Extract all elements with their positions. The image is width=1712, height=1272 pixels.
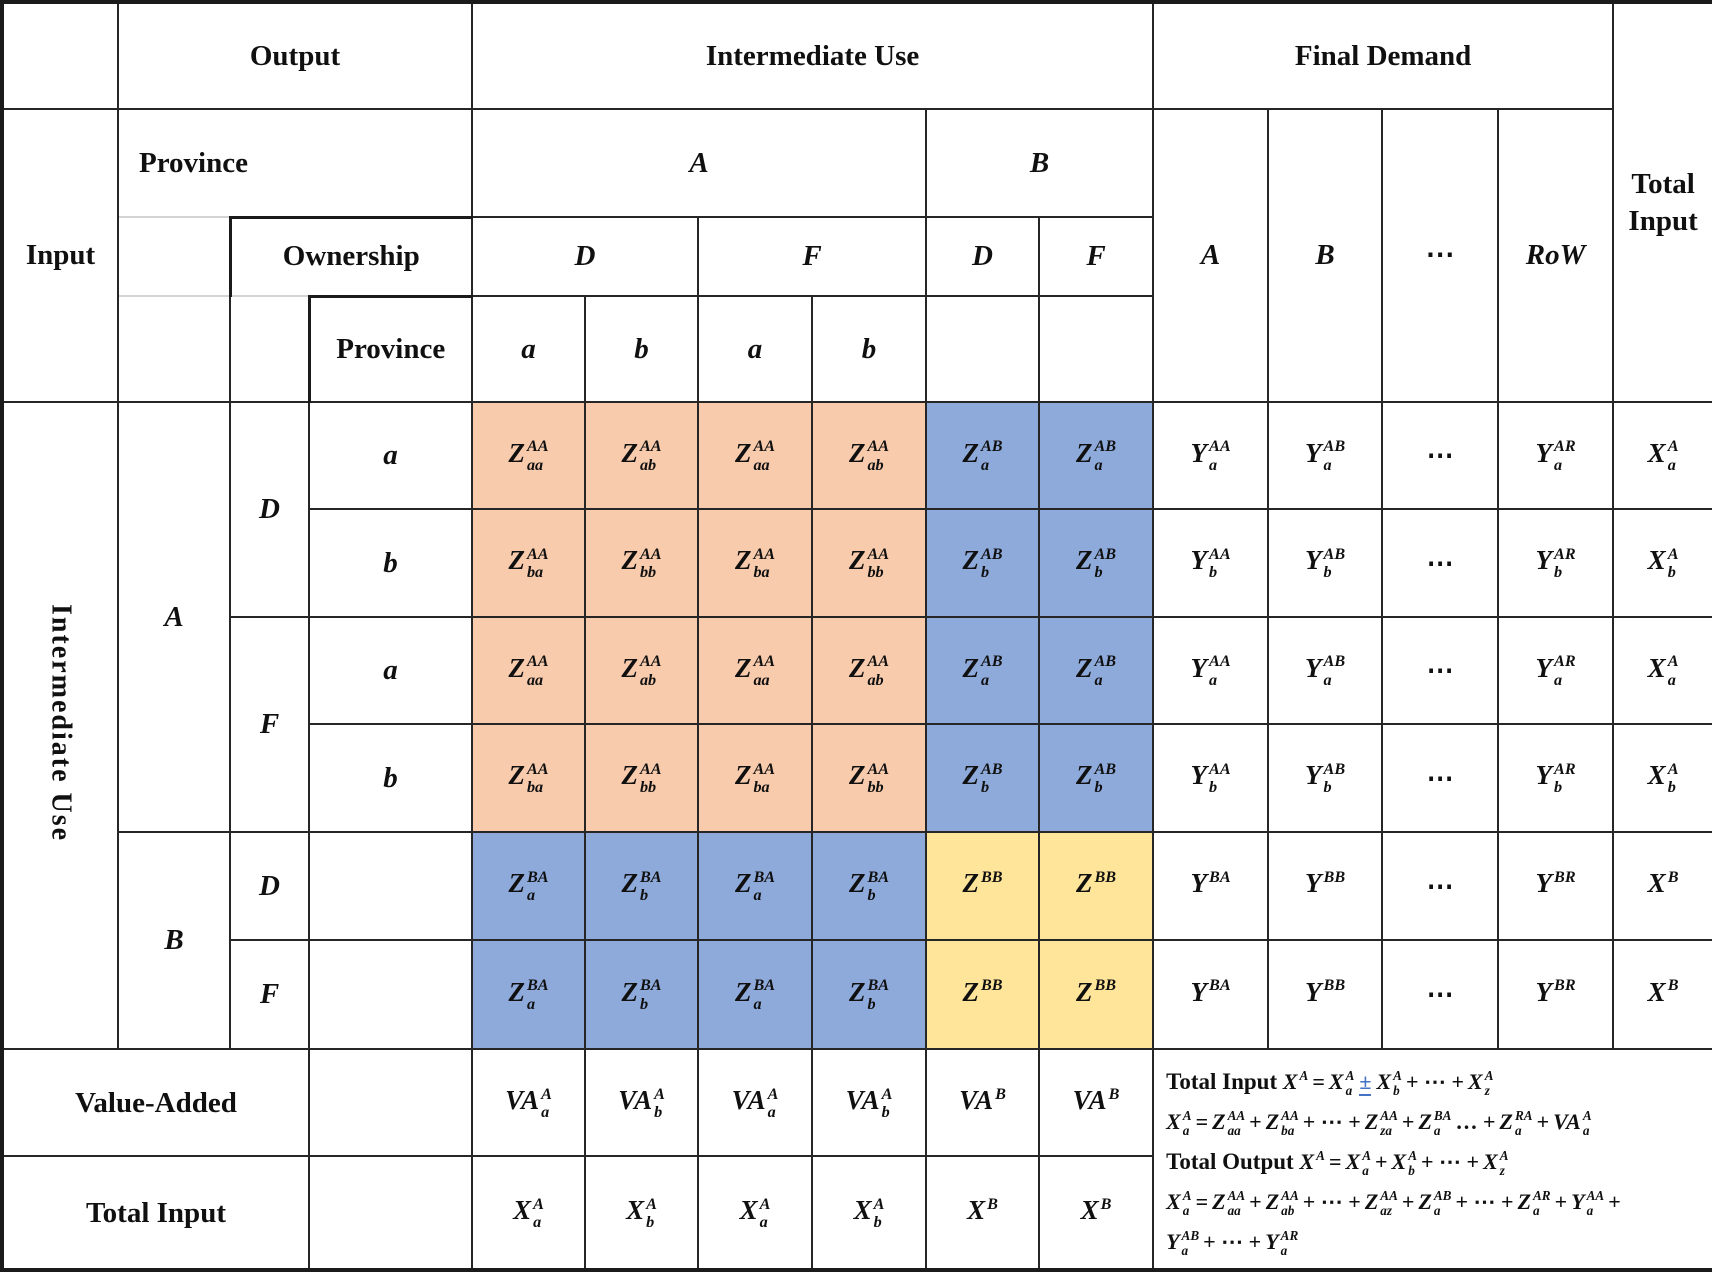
x-cell: X A b [1613,724,1712,832]
col-d-under-b: D [926,217,1039,296]
intermediate-use-vertical-text: Intermediate Use [45,603,77,843]
y-cell: Y AR a [1498,617,1613,724]
corner-cell [2,2,118,109]
stair-gap-cell [118,296,230,402]
va-cell: VA A b [585,1049,698,1156]
col-b-2: b [812,296,926,402]
y-cell: Y AA a [1153,402,1268,509]
col-region-a: A [472,109,926,217]
formula-line-total-input: Total Input X A = X A a ± X A b + ⋯ + X A z [1166,1068,1494,1098]
x-cell: X B [1613,832,1712,940]
col-b-1: b [585,296,698,402]
header-province-input: Province [309,296,472,402]
va-cell: VA A a [472,1049,585,1156]
x-cell: X B [926,1156,1039,1270]
z-cell: Z AA aa [472,402,585,509]
row-a-1: a [309,402,472,509]
formula-line-total-output: Total Output X A = X A a + X A b + ⋯ + X A z [1166,1148,1509,1178]
va-cell: VA A a [698,1049,812,1156]
z-cell: Z AA bb [585,509,698,617]
header-province-output: Province [118,109,472,217]
row-b-1: b [309,509,472,617]
empty-cell [926,296,1039,402]
z-cell: Z AA bb [585,724,698,832]
header-input: Input [2,109,118,402]
formula-box [1153,1049,1712,1270]
z-cell: Z AA aa [698,402,812,509]
z-cell: Z BA b [585,832,698,940]
formula-line-output-balance-cont: Y AB a + ⋯ + Y AR a [1166,1228,1299,1258]
z-cell: Z AB a [926,617,1039,724]
header-intermediate-use: Intermediate Use [472,2,1153,109]
y-cell: Y AA a [1153,617,1268,724]
va-cell: VA A b [812,1049,926,1156]
x-cell: X A a [1613,402,1712,509]
row-f-under-b: F [230,940,309,1049]
y-cell: Y AR b [1498,509,1613,617]
z-cell: Z AA ab [585,617,698,724]
z-cell: Z AB b [1039,509,1153,617]
z-cell: Z AA bb [812,509,926,617]
z-cell: Z BA a [698,940,812,1049]
ellipsis-cell: ⋯ [1382,402,1498,509]
row-f-under-a: F [230,617,309,832]
x-cell: X A b [812,1156,926,1270]
header-ownership: Ownership [230,217,472,296]
z-cell: Z AA bb [812,724,926,832]
fd-col-b: B [1268,109,1382,402]
z-cell: Z AB a [926,402,1039,509]
z-cell: Z BB [926,832,1039,940]
y-cell: Y AB b [1268,724,1382,832]
z-cell: Z BB [1039,832,1153,940]
col-a-1: a [472,296,585,402]
empty-cell [309,1156,472,1270]
header-final-demand: Final Demand [1153,2,1613,109]
ellipsis-cell: ⋯ [1382,832,1498,940]
col-d-under-a: D [472,217,698,296]
formula-line-output-balance: X A a = Z AA aa + Z AA ab + ⋯ + Z AA az + Z AB a + ⋯ + Z AR a + Y AA a + [1166,1188,1621,1218]
y-cell: Y AB a [1268,617,1382,724]
y-cell: Y AA b [1153,724,1268,832]
row-d-under-b: D [230,832,309,940]
empty-cell [309,1049,472,1156]
z-cell: Z AA ab [585,402,698,509]
row-b-2: b [309,724,472,832]
va-cell: VA B [926,1049,1039,1156]
z-cell: Z AA ab [812,617,926,724]
row-a-2: a [309,617,472,724]
y-cell: Y BA [1153,940,1268,1049]
formula-line-input-balance: X A a = Z AA aa + Z AA ba + ⋯ + Z AA za + Z BA a … + Z RA a + VA A a [1166,1108,1592,1138]
y-cell: Y BB [1268,832,1382,940]
z-cell: Z AA ba [472,509,585,617]
y-cell: Y BB [1268,940,1382,1049]
y-cell: Y AR a [1498,402,1613,509]
ellipsis-cell: ⋯ [1382,617,1498,724]
stair-gap-cell [230,296,309,402]
fd-col-row: RoW [1498,109,1613,402]
ellipsis-cell: ⋯ [1382,509,1498,617]
x-cell: X A b [1613,509,1712,617]
z-cell: Z AA ba [698,724,812,832]
x-cell: X A a [472,1156,585,1270]
col-f-under-a: F [698,217,926,296]
z-cell: Z AA ab [812,402,926,509]
z-cell: Z AA ba [698,509,812,617]
x-cell: X B [1613,940,1712,1049]
empty-cell [1039,296,1153,402]
z-cell: Z BB [926,940,1039,1049]
y-cell: Y AR b [1498,724,1613,832]
x-cell: X A a [698,1156,812,1270]
x-cell: X A b [585,1156,698,1270]
ellipsis-cell: ⋯ [1382,724,1498,832]
z-cell: Z AA aa [472,617,585,724]
ellipsis-cell: ⋯ [1382,940,1498,1049]
z-cell: Z BA a [698,832,812,940]
y-cell: Y AA b [1153,509,1268,617]
row-d-under-a: D [230,402,309,617]
empty-cell [309,832,472,940]
x-cell: X A a [1613,617,1712,724]
fd-col-a: A [1153,109,1268,402]
value-added-label: Value-Added [2,1049,309,1156]
y-cell: Y BA [1153,832,1268,940]
z-cell: Z AA aa [698,617,812,724]
z-cell: Z BA b [585,940,698,1049]
z-cell: Z AA ba [472,724,585,832]
z-cell: Z AB b [926,724,1039,832]
empty-cell [309,940,472,1049]
y-cell: Y BR [1498,940,1613,1049]
fd-col-ellipsis: ⋯ [1382,109,1498,402]
col-region-b: B [926,109,1153,217]
y-cell: Y AB a [1268,402,1382,509]
total-input-row-label: Total Input [2,1156,309,1270]
z-cell: Z BA a [472,940,585,1049]
z-cell: Z AB a [1039,617,1153,724]
z-cell: Z BA b [812,940,926,1049]
y-cell: Y BR [1498,832,1613,940]
z-cell: Z BA a [472,832,585,940]
z-cell: Z AB b [926,509,1039,617]
intermediate-use-row-label [2,402,118,1049]
header-total-input: Total Input [1613,2,1712,402]
header-output: Output [118,2,472,109]
row-region-b: B [118,832,230,1049]
z-cell: Z BA b [812,832,926,940]
z-cell: Z AB a [1039,402,1153,509]
y-cell: Y AB b [1268,509,1382,617]
va-cell: VA B [1039,1049,1153,1156]
stair-gap-cell [118,217,230,296]
col-a-2: a [698,296,812,402]
x-cell: X B [1039,1156,1153,1270]
z-cell: Z BB [1039,940,1153,1049]
row-region-a: A [118,402,230,832]
z-cell: Z AB b [1039,724,1153,832]
col-f-under-b: F [1039,217,1153,296]
